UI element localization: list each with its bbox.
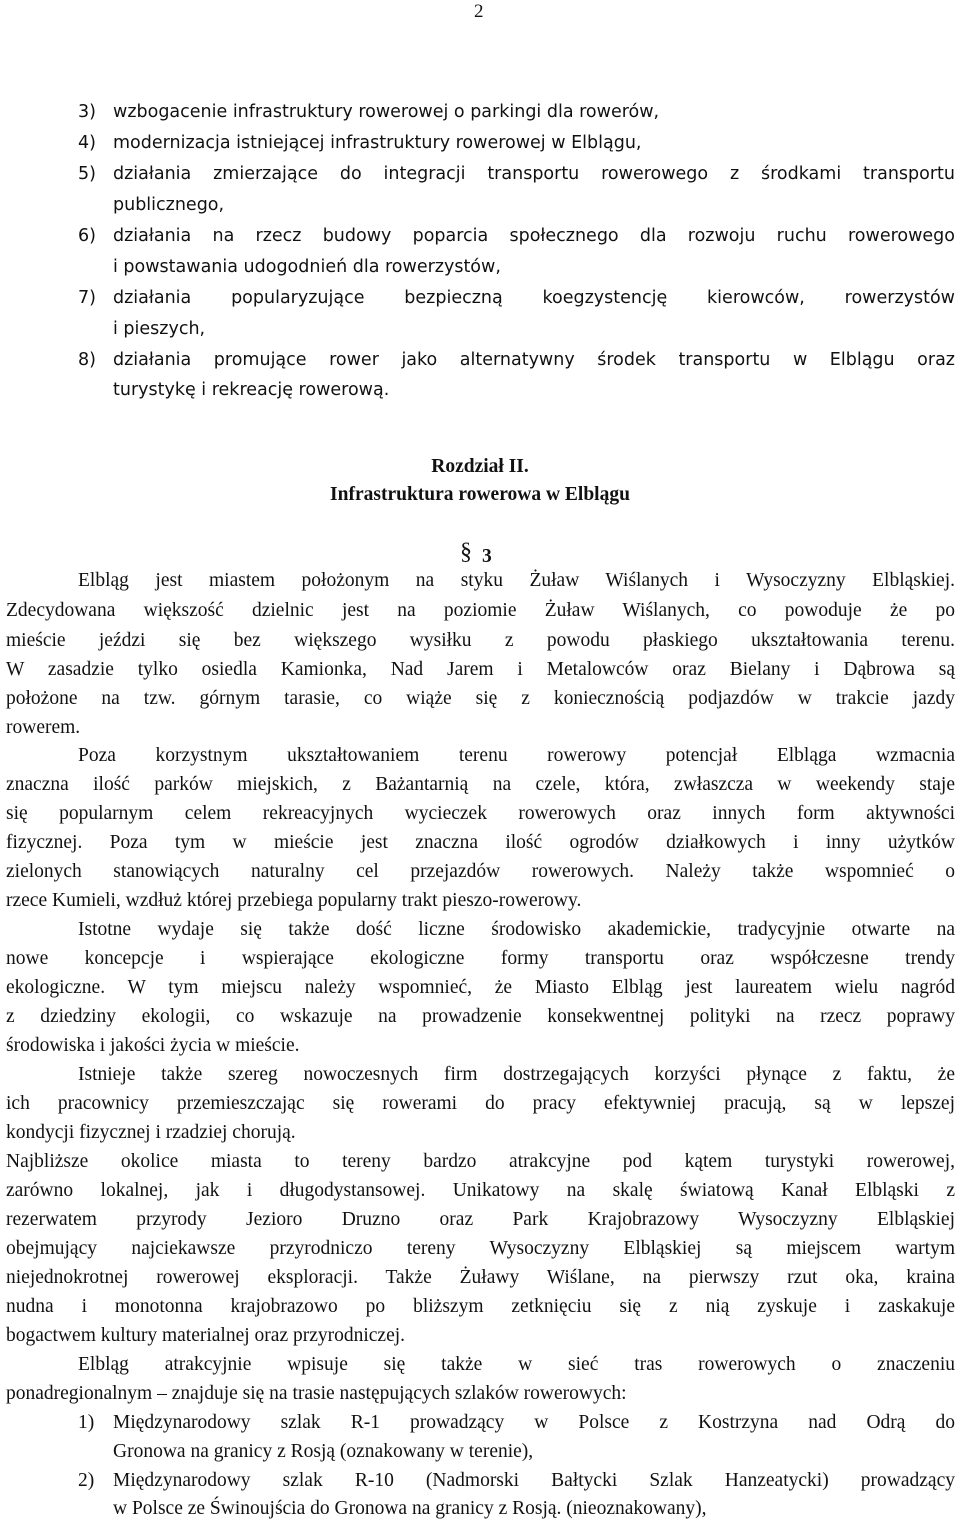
list-item-text: publicznego, [113,195,225,215]
list-item-text: Międzynarodowy szlak R-1 prowadzący w Polsce z Kostrzyna nad Odrą do [113,1412,955,1433]
list-item-text: działania popularyzujące bezpieczną koegzystencję kierowców, rowerzystów [113,288,955,308]
list-item-num: 7) [78,288,96,308]
body-line: rzece Kumieli, wzdłuż której przebiega popularny trakt pieszo-rowerowy. [6,890,582,911]
body-line: zarówno lokalnej, jak i długodystansowej. Unikatowy na skalę światową Kanał Elbląski z [6,1180,955,1201]
body-line: Zdecydowana większość dzielnic jest na poziomie Żuław Wiślanych, co powoduje że po [6,600,955,621]
body-line: znaczna ilość parków miejskich, z Bażantarnią na czele, która, zwłaszcza w weekendy staje [6,774,955,795]
list-item-text: Międzynarodowy szlak R-10 (Nadmorski Bałtycki Szlak Hanzeatycki) prowadzący [113,1470,955,1491]
body-line: ich pracownicy przemieszczając się rowerami do pracy efektywniej pracują, są w lepszej [6,1093,955,1114]
list-item-text: Gronowa na granicy z Rosją (oznakowany w terenie), [113,1441,534,1462]
list-item-num: 6) [78,226,96,246]
list-item-text: w Polsce ze Świnoujścia do Gronowa na granicy z Rosją. (nieoznakowany), [113,1498,707,1519]
section-number: 3 [482,546,492,567]
list-item-text: i pieszych, [113,319,206,339]
body-line: ekologiczne. W tym miejscu należy wspomnieć, że Miasto Elbląg jest laureatem wielu nagród [6,977,955,998]
body-line: obejmujący najciekawsze przyrodniczo tereny Wysoczyzny Elbląskiej są miejscem wartym [6,1238,955,1259]
body-line: rowerem. [6,717,81,738]
list-item-text: działania zmierzające do integracji transportu rowerowego z środkami transportu [113,164,955,184]
page-number: 2 [474,1,484,22]
body-line: nowe koncepcje i wspierające ekologiczne formy transportu oraz współczesne trendy [6,948,955,969]
chapter-title: Rozdział II. [431,456,529,477]
body-line: się popularnym celem rekreacyjnych wycieczek rowerowych oraz innych form aktywności [6,803,955,824]
body-line: Elbląg jest miastem położonym na styku Żuław Wiślanych i Wysoczyzny Elbląskiej. [78,570,955,591]
body-line: mieście jeździ się bez większego wysiłku z powodu płaskiego ukształtowania terenu. [6,630,955,651]
list-item-text: działania promujące rower jako alternatywny środek transportu w Elblągu oraz [113,350,955,370]
body-line: niejednokrotnej rowerowej eksploracji. Także Żuławy Wiślane, na pierwszy rzut oka, kraina [6,1267,955,1288]
body-line: zielonych stanowiących naturalny cel przejazdów rowerowych. Należy także wspomnieć o [6,861,955,882]
list-item-num: 1) [78,1412,95,1433]
list-item-text: i powstawania udogodnień dla rowerzystów, [113,257,501,277]
body-line: W zasadzie tylko osiedla Kamionka, Nad Jarem i Metalowców oraz Bielany i Dąbrowa są [6,659,955,680]
body-line: bogactwem kultury materialnej oraz przyrodniczej. [6,1325,406,1346]
chapter-subtitle: Infrastruktura rowerowa w Elblągu [330,484,630,505]
list-item-num: 5) [78,164,96,184]
body-line: środowiska i jakości życia w mieście. [6,1035,300,1056]
body-line: rezerwatem przyrody Jezioro Druzno oraz Park Krajobrazowy Wysoczyzny Elbląskiej [6,1209,955,1230]
body-line: fizycznej. Poza tym w mieście jest znaczna ilość ogrodów działkowych i inny użytków [6,832,955,853]
body-line: kondycji fizycznej i rzadziej chorują. [6,1122,296,1143]
list-item-num: 2) [78,1470,95,1491]
list-item-num: 8) [78,350,96,370]
list-item-text: wzbogacenie infrastruktury rowerowej o parkingi dla rowerów, [113,102,660,122]
body-line: Najbliższe okolice miasta to tereny bardzo atrakcyjne pod kątem turystyki rowerowej, [6,1151,955,1172]
list-item-num: 4) [78,133,96,153]
body-line: Istnieje także szereg nowoczesnych firm dostrzegających korzyści płynące z faktu, że [78,1064,955,1085]
list-item-text: modernizacja istniejącej infrastruktury rowerowej w Elblągu, [113,133,642,153]
section-sign: § [460,539,472,565]
list-item-num: 3) [78,102,96,122]
body-line: nudna i monotonna krajobrazowo po bliższym zetknięciu się z nią zyskuje i zaskakuje [6,1296,955,1317]
list-item-text: działania na rzecz budowy poparcia społecznego dla rozwoju ruchu rowerowego [113,226,955,246]
body-line: Elbląg atrakcyjnie wpisuje się także w sieć tras rowerowych o znaczeniu [78,1354,955,1375]
list-item-text: turystykę i rekreację rowerową. [113,380,390,400]
body-line: Istotne wydaje się także dość liczne środowisko akademickie, tradycyjnie otwarte na [78,919,955,940]
body-line: ponadregionalnym – znajduje się na trasie następujących szlaków rowerowych: [6,1383,627,1404]
body-line: położone na tzw. górnym tarasie, co wiąże się z koniecznością podjazdów w trakcie jazdy [6,688,955,709]
body-line: z dziedziny ekologii, co wskazuje na prowadzenie konsekwentnej polityki na rzecz poprawy [6,1006,955,1027]
body-line: Poza korzystnym ukształtowaniem terenu rowerowy potencjał Elbląga wzmacnia [78,745,955,766]
